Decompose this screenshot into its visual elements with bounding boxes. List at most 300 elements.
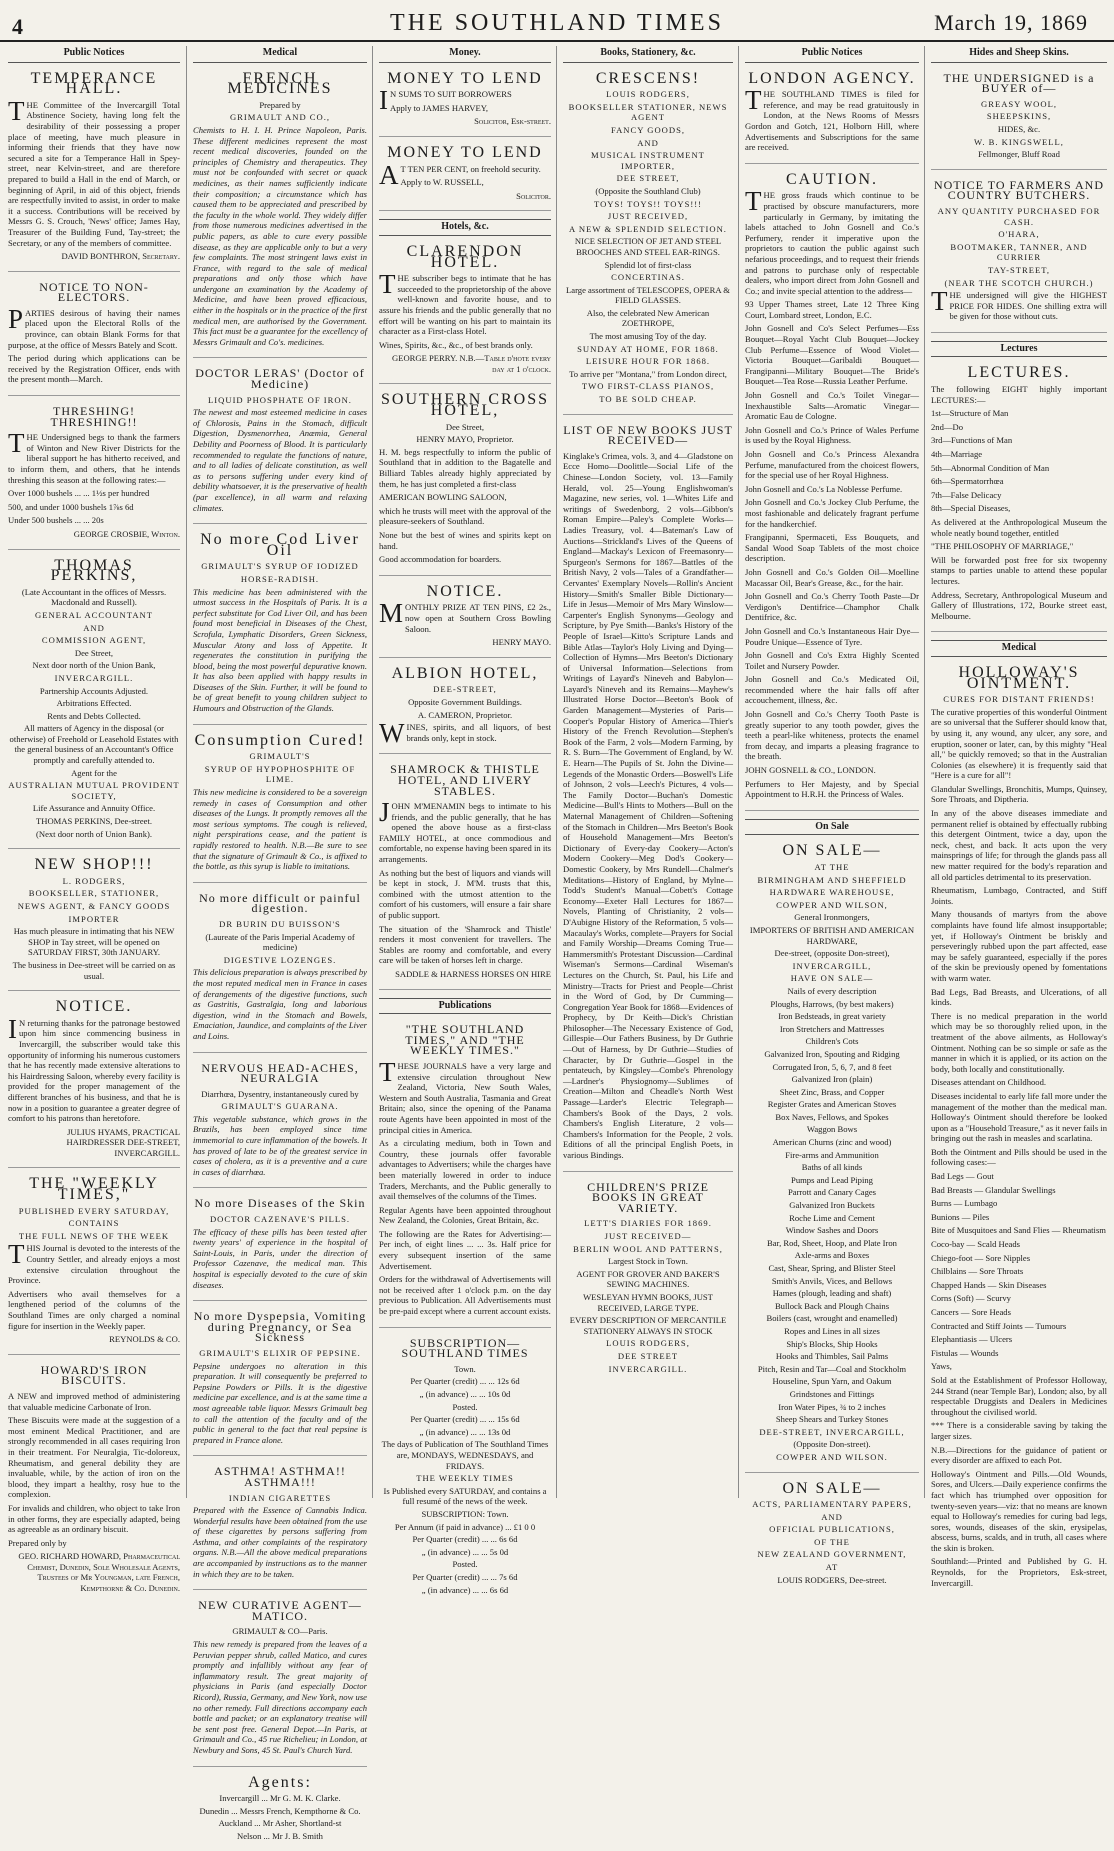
advertisement — [931, 175, 1107, 333]
ad-line: OF THE — [814, 1536, 850, 1547]
ad-heading: THE "WEEKLY TIMES," — [29, 1175, 159, 1204]
ad-heading: SHAMROCK & THISTLE HOTEL, AND LIVERY STABLES. — [390, 762, 540, 798]
ad-paragraph: This vegetable substance, which grows in the Brazils, has been employed since time immemorial to cure inflammation of the bowels. It has proved of late to be of the greatest service in cases of cholera, as it is a preventive and a cure in cases of diarrhœa. — [193, 1113, 367, 1177]
ad-paragraph: The following are the Rates for Advertising:— Per inch, of eight lines ... ... 3s. Half price for every subsequent insertion of the same Advertisement. — [379, 1228, 551, 1271]
ad-paragraph: JOHN M'MENAMIN begs to intimate to his friends, and the public generally, that he has opened the above house as a first-class FAMILY HOTEL, at once commodious and comfortable, no expense having been spared in its arrangements. — [379, 797, 551, 865]
advertisement — [745, 1478, 919, 1595]
ad-line: CONCERTINAS. — [611, 272, 685, 283]
column-header: Hides and Sheep Skins. — [931, 46, 1107, 63]
ad-line: BOOKSELLER STATIONER, NEWS AGENT — [568, 101, 728, 123]
ad-heading: ASTHMA! ASTHMA!! ASTHMA!!! — [214, 1464, 346, 1489]
ad-line: DEE-STREET, INVERCARGILL, — [759, 1426, 905, 1437]
ad-line: (NEAR THE SCOTCH CHURCH.) — [944, 277, 1094, 288]
ad-line: Register Grates and American Stoves — [767, 1099, 897, 1110]
ad-paragraph: THE gross frauds which continue to be practised by obscure manufacturers, more particularly in Germany, by imitating the labels attached to John Gosnell and Co.'s Perfumery, render it imperative upon the proprietors to caution the public against such nefarious proceedings, and to request their friends and patrons to purchase only of respectable dealers, who import direct from John Gosnell and Co.; and invite special attention to the address— — [745, 186, 919, 296]
ad-line: BIRMINGHAM AND SHEFFIELD — [757, 874, 907, 885]
section-heading: On Sale — [745, 819, 919, 836]
ad-paragraph: AT TEN PER CENT, on freehold security. — [379, 159, 541, 190]
ad-line: AUSTRALIAN MUTUAL PROVIDENT SOCIETY, — [8, 780, 180, 801]
ad-heading: MONEY TO LEND — [387, 143, 543, 161]
ad-heading: NEW SHOP!!! — [34, 856, 154, 874]
ad-line: Invercargill ... Mr G. M. K. Clarke. — [219, 1793, 341, 1804]
ad-line: Splendid lot of first-class — [604, 259, 692, 270]
ad-line: AT THE — [814, 862, 850, 872]
ad-paragraph: John Gosnell and Co.'s Cherry Tooth Paste is greatly superior to any tooth powder, gives the teeth a pearl-like whiteness, protects the enamel from decay, and imparts a pleasing fragrance to the breath. — [745, 709, 919, 762]
advertisement — [8, 1173, 180, 1354]
ad-paragraph: H. M. begs respectfully to inform the public of Southland that in addition to the Bagatelle and Billiard Tables already highly appreciated by them, he has just completed a first-class — [379, 446, 551, 489]
ad-line: Auckland ... Mr Asher, Shortland-st — [218, 1818, 342, 1829]
ad-paragraph: Bad Breasts — Glandular Swellings — [931, 1184, 1056, 1195]
ad-line: Per Quarter (credit) ... ... 7s 6d — [412, 1571, 518, 1582]
ad-paragraph: John Gosnell and Co.'s Instantaneous Hair Dye—Poudre Unique—Essence of Tyre. — [745, 625, 919, 647]
ad-signature: Solicitor. — [516, 190, 551, 201]
ad-paragraph: Diseases attendant on Childhood. — [931, 1077, 1047, 1088]
advertisement — [8, 555, 180, 850]
ad-line: CURES FOR DISTANT FRIENDS! — [943, 694, 1095, 705]
advertisement — [193, 1772, 367, 1851]
ad-line: A NEW & SPLENDID SELECTION. — [569, 223, 727, 234]
ad-signature: HENRY MAYO. — [492, 637, 551, 648]
section-heading: Publications — [379, 998, 551, 1015]
ad-heading: LONDON AGENCY. — [748, 69, 916, 87]
page-number: 4 — [12, 14, 23, 39]
ad-paragraph: John Gosnell and Co.'s Toilet Vinegar—Inexhaustible Salts—Aromatic Vinegar—Aromatic Eau de Cologne. — [745, 390, 919, 422]
ad-heading: THE UNDERSIGNED is a BUYER of— — [943, 70, 1095, 96]
ad-line: DEE STREET, — [616, 173, 680, 184]
advertisement — [931, 662, 1107, 1598]
ad-paragraph: This new remedy is prepared from the leaves of a Peruvian pepper shrub, called Matico, and cures promptly and infallibly without any fear of inflammatory result. The great majority of physicians in Paris (and especially Doctor Ricord), Russia, Germany, and New York, now use no other remedy. Full directions accompany each bottle and packet; or an explanatory treatise will be sent post free. General Depot.—In Paris, at Grimault and Co., 45 rue Richelieu; in London, at Newbury and Sons, 45 St. Paul's Church Yard. — [193, 1639, 367, 1755]
ad-line: Per Quarter (credit) ... ... 12s 6d — [410, 1376, 520, 1387]
ad-paragraph: There is no medical preparation in the world which may be so thoroughly relied upon, in the treatment of the above ailments, as Holloway's Ointment. Nothing can be so simple or safe as the manner in which it is applied, or its action on the body, both locally and constitutionally. — [931, 1010, 1107, 1074]
ad-paragraph: Prepared with the Essence of Cannabis Indica. Wonderful results have been obtained from the use of these cigarettes by persons suffering from Asthma, and other complaints of the respiratory organs. N.B.—All the above medical preparations are accompanied by instructions as to the manner in which they are to be taken. — [193, 1505, 367, 1579]
ad-paragraph: A NEW and improved method of administering that valuable medicine Carbonate of Iron. — [8, 1390, 180, 1412]
ad-line: Rents and Debts Collected. — [47, 710, 141, 721]
ad-line: Fire-arms and Ammunition — [785, 1149, 879, 1160]
ad-line: ACTS, PARLIAMENTARY PAPERS, — [752, 1499, 912, 1510]
ad-paragraph: John Gosnell and Co.'s Medicated Oil, recommended where the hair falls off after accouchement, illness, &c. — [745, 674, 919, 706]
ad-line: Parrott and Canary Cages — [787, 1187, 877, 1198]
ad-paragraph: In any of the above diseases immediate and permanent relief is obtained by effectually rubbing this detergent Ointment, twice a day, upon the neck, chest, and back. It acts upon the very mainsprings of life; for through the glands pass all new matter required for the body's reparation and all old particles detrimental to its preservation. — [931, 808, 1107, 882]
ad-paragraph: Perfumers to Her Majesty, and by Special Appointment to H.R.H. the Princess of Wales. — [745, 778, 919, 800]
ad-line: Town. — [454, 1363, 476, 1374]
ad-line: Galvanized Iron, Spouting and Ridging — [764, 1048, 900, 1059]
ad-line: Dee Street, — [445, 421, 485, 432]
ad-line: „ (in advance) ... ... 6s 6d — [421, 1584, 509, 1595]
ad-line: Partnership Accounts Adjusted. — [39, 685, 149, 696]
ad-heading: CLARENDON HOTEL. — [406, 242, 524, 271]
advertisement — [745, 169, 919, 811]
ad-line: Agent for the — [71, 767, 117, 778]
advertisement — [379, 1333, 551, 1604]
ad-paragraph: MONTHLY PRIZE AT TEN PINS, £2 2s., now open at Southern Cross Bowling Saloon. — [379, 598, 551, 634]
ad-line: AGENT FOR GROVER AND BAKER'S SEWING MACHINES. — [576, 1268, 720, 1290]
advertisement — [379, 663, 551, 755]
ad-line: American Churns (zinc and wood) — [772, 1137, 892, 1148]
advertisement — [379, 389, 551, 575]
ad-paragraph: THIS Journal is devoted to the interests of the Country Settler, and already enjoys a most extensive circulation throughout the Province. — [8, 1239, 180, 1286]
ad-paragraph: None but the best of wines and spirits kept on hand. — [379, 530, 551, 551]
ad-line: A. CAMERON, Proprietor. — [417, 709, 513, 720]
advertisement — [193, 888, 367, 1053]
ad-paragraph: John Gosnell and Co.'s Golden Oil—Moelline Macassar Oil, Bear's Grease, &c., for the hair. — [745, 566, 919, 588]
ad-line: DEE STREET — [617, 1350, 679, 1361]
ad-paragraph: 5th—Abnormal Condition of Man — [931, 462, 1050, 473]
ad-paragraph: THE SOUTHLAND TIMES is filed for reference, and may be read gratuitously in London, at the News Rooms of Messrs Gordon and Gotch, 121, Holborn Hill, where Advertisements and Subscriptions for the same are received. — [745, 85, 919, 153]
ad-heading: MONEY TO LEND — [387, 69, 543, 87]
ad-line: General Ironmongers, — [794, 912, 870, 923]
ad-paragraph: 93 Upper Thames street, Late 12 Three King Court, Lombard street, London, E.C. — [745, 299, 919, 320]
ad-line: GREASY WOOL, — [981, 98, 1057, 109]
ad-heading: LECTURES. — [967, 364, 1071, 382]
ad-paragraph: This medicine has been administered with the utmost success in the Hospitals of Paris. It is a perfect substitute for Cod Liver Oil, and has been found most beneficial in Diseases of the Chest, Scrofula, Lymphatic Disorders, Green Sickness, Muscular Atony and loss of Appetite. It regenerates the constitution in purifying the blood, being the most powerful depurative known. It has also been applied with happy results in Diseases of the Skin. Further, it will be found to be of great benefit to young children subject to Humours and Obstruction of the Glands. — [193, 586, 367, 714]
ad-line: DOCTOR CAZENAVE'S PILLS. — [209, 1214, 351, 1225]
column-hides-lectures-medical — [924, 46, 1113, 1588]
ad-paragraph: Many thousands of martyrs from the above complaints have found life almost insupportable; yet, if Holloway's Ointment be briskly and perseveringly rubbed upon the part affected, ease may be safely guaranteed, especially if the pores of the skin be previously opened by fomentations with warm water. — [931, 909, 1107, 983]
advertisement — [193, 68, 367, 359]
ad-paragraph: Southland:—Printed and Published by G. H. Reynolds, for the Proprietors, Esk-street, Invercargill. — [931, 1556, 1107, 1588]
ad-paragraph: Wines, Spirits, &c., &c., of best brands only. — [379, 339, 533, 350]
ad-heading: NOTICE. — [55, 998, 133, 1016]
ad-paragraph: WINES, spirits, and all liquors, of best brands only, kept in stock. — [379, 718, 551, 749]
ad-line: ANY QUANTITY PURCHASED FOR CASH. — [937, 205, 1101, 227]
ad-line: INVERCARGILL. — [54, 672, 134, 683]
ad-paragraph: Fistulas — Wounds — [931, 1347, 999, 1358]
ad-heading: Consumption Cured! — [194, 731, 366, 749]
advertisement — [563, 1177, 733, 1384]
ad-paragraph: Bad Legs, Bad Breasts, and Ulcerations, of all kinds. — [931, 986, 1107, 1008]
ad-line: THOMAS PERKINS, Dee-street. — [35, 816, 152, 827]
advertisement — [8, 68, 180, 272]
advertisement — [379, 142, 551, 211]
ad-line: Nails of every description — [787, 985, 877, 996]
ad-line: Next door north of the Union Bank, — [32, 660, 156, 671]
ad-paragraph: John Gosnell and Co's Select Perfumes—Ess Bouquet—Royal Yacht Club Bouquet—Jockey Club Perfume—Essence of Wood Violet—Victoria Bouquet—Garibaldi Bouquet—Frangipanni—Military Bouquet—The Bride's Bouquet—Tea Rose—Russia Leather Perfume. — [745, 323, 919, 387]
ad-heading: THRESHING! THRESHING!! — [50, 404, 138, 429]
ad-line: Posted. — [452, 1559, 478, 1570]
ad-line: Ropes and Lines in all sizes — [784, 1325, 880, 1336]
ad-paragraph: Will be forwarded post free for six twopenny stamps to parties unable to attend these popular lectures. — [931, 554, 1107, 586]
ad-heading: CHILDREN'S PRIZE BOOKS IN GREAT VARIETY. — [587, 1179, 709, 1215]
column-header: Public Notices — [8, 46, 180, 63]
ad-line: Dunedin ... Messrs French, Kempthorne & Co. — [199, 1805, 361, 1816]
ad-paragraph: which he trusts will meet with the approval of the pleasure-seekers of Southland. — [379, 505, 551, 527]
ad-line: BERLIN WOOL AND PATTERNS, — [573, 1243, 723, 1254]
ad-paragraph: This delicious preparation is always prescribed by the most reputed medical men in France in cases of derangements of the digestive functions, such as Gastritis, Gastralgia, long and laborious digestion, wind in the Stomach and Bowels, Emaciation, Jaundice, and complaints of the Liver and Loins. — [193, 967, 367, 1041]
ad-line: To arrive per "Montana," from London direct, — [569, 368, 727, 379]
ad-heading: NOTICE. — [426, 582, 504, 600]
advertisement — [8, 1360, 180, 1603]
ad-paragraph: For invalids and children, who object to take Iron in other forms, they are especially adapted, being as agreeable as an ordinary biscuit. — [8, 1502, 180, 1535]
ad-paragraph: As a circulating medium, both in Town and Country, these journals offer favorable advantages to Advertisers; while the charges have been materially lowered in order to induce Traders, Merchants, and the Public generally to avail themselves of the columns of the Times. — [379, 1138, 551, 1202]
ad-line: AND — [821, 1511, 843, 1522]
advertisement — [8, 277, 180, 396]
section-heading: Hotels, &c. — [379, 219, 551, 236]
masthead — [0, 0, 1114, 42]
ad-line: HENRY MAYO, Proprietor. — [416, 434, 514, 445]
advertisement — [193, 730, 367, 883]
ad-line: Houseline, Spun Yarn, and Oakum — [772, 1376, 892, 1387]
ad-heading: ON SALE— — [782, 842, 882, 860]
ad-line: FANCY GOODS, — [610, 124, 686, 135]
advertisement — [193, 1058, 367, 1189]
ad-paragraph: Contracted and Stiff Joints — Tumours — [931, 1320, 1067, 1331]
ad-line: PUBLISHED EVERY SATURDAY, — [18, 1205, 170, 1216]
ad-paragraph: 8th—Special Diseases, — [931, 503, 1011, 514]
ad-heading: NOTICE TO NON-ELECTORS. — [39, 279, 149, 305]
ad-paragraph: THE Undersigned begs to thank the farmers of Winton and New River Districts for the liberal support he has hitherto received, and to inform them, and others, that he intends threshing this season at the following rates:— — [8, 428, 180, 485]
ad-line: JUST RECEIVED— — [604, 1230, 692, 1241]
ad-line: NEW ZEALAND GOVERNMENT, — [757, 1549, 907, 1560]
ad-line: INVERCARGILL, — [792, 960, 872, 971]
ad-paragraph: THESE JOURNALS have a very large and extensive circulation throughout New Zealand, Victoria, New South Wales, Western and South Australia, Tasmania and Great Britain; also, since the opening of the Panama route Agents have been appointed in most of the principal cities in America. — [379, 1056, 551, 1135]
ad-paragraph: PARTIES desirous of having their names placed upon the Electoral Rolls of the province, can obtain Blank Forms for that purpose, at the office of Messrs Bately and Scott. — [8, 303, 180, 350]
ad-line: „ (in advance) ... ... 13s 0d — [419, 1426, 511, 1437]
ad-line: HARDWARE WAREHOUSE, — [769, 887, 895, 898]
ad-paragraph: John Gosnell and Co.'s Princess Alexandra Perfume, manufactured from the choicest flowers, for the special use of her Royal Highness. — [745, 449, 919, 481]
ad-line: SYRUP OF HYPOPHOSPHITE OF LIME. — [204, 763, 356, 785]
ad-line: AT — [825, 1562, 839, 1573]
ad-line: Nelson ... Mr J. B. Smith — [237, 1830, 323, 1841]
ad-line: INVERCARGILL. — [608, 1363, 688, 1374]
ad-line: MUSICAL INSTRUMENT IMPORTER, — [591, 150, 705, 171]
ad-paragraph: Holloway's Ointment and Pills.—Old Wounds, Sores, and Ulcers.—Daily experience confirms the fact which has triumphed over opposition for twenty-seven years—viz: that no means are known equal to Holloway's remedies for curing bad legs, sores, wounds, diseases of the skin, erysipelas, abscess, burns, scalds, and in truth, all cases where the skin is broken. — [931, 1468, 1107, 1553]
ad-paragraph: Bunions — Piles — [931, 1211, 990, 1222]
ad-line: LOUIS RODGERS, — [606, 1338, 690, 1349]
ad-heading: CRESCENS! — [595, 69, 701, 87]
ad-heading: NEW CURATIVE AGENT—MATICO. — [198, 1598, 362, 1623]
ad-line: Life Assurance and Annuity Office. — [32, 803, 156, 814]
ad-line: Galvanized Iron Buckets — [789, 1200, 875, 1211]
ad-paragraph: AMERICAN BOWLING SALOON, — [379, 492, 507, 503]
ad-paragraph: Pepsine undergoes no alteration in this preparation. It will consequently be preferred to Pepsine Powders or Pills. It is the digestive medicine par excellence, and is at the same time a most agreeable table liquor. Messrs Grimault beg to call the attention of the faculty and of the public in general to the fact that real pepsine is prepared in France alone. — [193, 1360, 367, 1445]
ad-heading: SUBSCRIPTION—SOUTHLAND TIMES — [401, 1335, 529, 1361]
ad-paragraph: Over 1000 bushels ... ... 1½s per hundred — [8, 488, 150, 499]
ad-paragraph: Prepared only by — [8, 1537, 67, 1548]
ad-paragraph: Chemists to H. I. H. Prince Napoleon, Paris. These different medicines represent the most recent medical discoveries, founded on the principles of Chemistry and therapeutics. They must not be confounded with secret or quack medicines, as their names sufficiently indicate their composition; a circumstance which has caused them to be appreciated and prescribed by the faculty in the whole world. They widely differ from those numerous medicines advertised in the public papers, as able to cure every possible disease, as they are applicable only to but a very few complaints. The most stringent laws exist in France, with regard to the sale of medical preparations and only those which have undergone an examination by the Academy of Medicine, and have been proved efficacious, either in the hospitals or in the practice of the first medical men, are authorised by the Government. This fact must be a guarantee for the excellency of Messrs Grimault and Co's. medicines. — [193, 124, 367, 347]
ad-paragraph: The following EIGHT highly important LECTURES:— — [931, 384, 1107, 405]
ad-line: Iron Water Pipes, ¾ to 2 inches — [778, 1401, 886, 1412]
ad-line: LOUIS RODGERS, Dee-street. — [777, 1574, 887, 1585]
ad-paragraph: John Gosnell and Co.'s Jockey Club Perfume, the most fashionable and delicately fragrant perfume for the handkerchief. — [745, 497, 919, 529]
ad-paragraph: John Gosnell and Co's Extra Highly Scented Toilet and Nursery Powder. — [745, 650, 919, 671]
ad-paragraph: Orders for the withdrawal of Advertisements will not be received after 1 o'clock p.m. on the day previous to Publication. All Advertisements must be pre-paid except where a current account exists. — [379, 1274, 551, 1317]
ad-paragraph: JOHN GOSNELL & CO., LONDON. — [745, 765, 876, 776]
ad-paragraph: "THE PHILOSOPHY OF MARRIAGE," — [931, 541, 1074, 552]
advertisement — [563, 68, 733, 415]
ad-line: COWPER AND WILSON. — [776, 1451, 888, 1462]
ad-line: GRIMAULT'S GUARANA. — [221, 1101, 339, 1112]
ad-paragraph: IN SUMS TO SUIT BORROWERS — [379, 85, 512, 116]
ad-line: Per Quarter (credit) ... ... 15s 6d — [410, 1414, 520, 1425]
ad-paragraph: The situation of the 'Shamrock and Thistle' renders it most convenient for travellers. The Stables are roomy and comfortable, and every care will be taken of horses left in charge. — [379, 923, 551, 966]
ad-heading: "THE SOUTHLAND TIMES," AND "THE WEEKLY TIMES." — [405, 1022, 525, 1058]
ad-line: Sheep Shears and Turkey Stones — [775, 1414, 889, 1425]
ad-line: SUBSCRIPTION: Town. — [421, 1508, 509, 1519]
ad-line: Waggon Bows — [806, 1124, 858, 1135]
ad-line: AND — [83, 622, 105, 633]
ad-line: AND — [637, 137, 659, 148]
ad-line: Sheet Zinc, Brass, and Copper — [779, 1086, 885, 1097]
ad-paragraph: THE subscriber begs to intimate that he has succeeded to the proprietorship of the above well-known and favorite house, and to assure his friends and the public generally that no effort will be wanting on his part to maintain its character as a First-class Hotel. — [379, 269, 551, 337]
ad-heading: CAUTION. — [786, 170, 878, 188]
ad-heading: THOMAS PERKINS, — [50, 556, 138, 585]
ad-signature: DAVID BONTHRON, Secretary. — [61, 251, 180, 262]
advertisement — [379, 1019, 551, 1327]
ad-paragraph: Good accommodation for boarders. — [379, 554, 502, 565]
ad-line: Iron Stretchers and Mattresses — [779, 1023, 885, 1034]
advertisement — [379, 581, 551, 658]
ad-paragraph: Glandular Swellings, Bronchitis, Mumps, Quinsey, Sore Throats, and Diptheria. — [931, 783, 1107, 805]
ad-line: TOYS! TOYS!! TOYS!!! — [593, 198, 702, 209]
ad-paragraph: Burns — Lumbago — [931, 1198, 998, 1209]
ad-heading: LIST OF NEW BOOKS JUST RECEIVED— — [563, 422, 733, 448]
ad-signature: REYNOLDS & CO. — [109, 1334, 180, 1345]
ad-paragraph: Chapped Hands — Skin Diseases — [931, 1279, 1047, 1290]
ad-paragraph: Frangipanni, Spermaceti, Ess Bouquets, and Sandal Wood Soap Tablets of the most choice description. — [745, 532, 919, 564]
ad-line: INDIAN CIGARETTES — [228, 1492, 332, 1503]
ad-line: EVERY DESCRIPTION OF MERCANTILE STATIONERY ALWAYS IN STOCK — [569, 1315, 727, 1336]
ad-line: THE WEEKLY TIMES — [416, 1473, 514, 1484]
ad-line: Axle-arms and Boxes — [794, 1250, 870, 1261]
ad-paragraph: John Gosnell and Co.'s Prince of Wales Perfume is used by the Royal Highness. — [745, 424, 919, 446]
ad-line: O'HARA, — [998, 229, 1040, 240]
ad-paragraph: THE undersigned will give the HIGHEST PRICE FOR HIDES. One shilling extra will be given for those without cuts. — [931, 286, 1107, 322]
ad-line: Boilers (cast, wrought and enamelled) — [766, 1313, 898, 1324]
column-money-hotels — [372, 46, 557, 1595]
ad-line: GRIMAULT'S SYRUP OF IODIZED — [201, 561, 359, 572]
ad-line: THE FULL NEWS OF THE WEEK — [18, 1230, 170, 1241]
advertisement — [8, 401, 180, 550]
ad-heading: No more Dyspepsia, Vomiting during Pregnancy, or Sea Sickness — [193, 1309, 367, 1345]
ad-line: Ship's Blocks, Ship Hooks — [786, 1338, 878, 1349]
ad-line: HIDES, &c. — [997, 123, 1041, 134]
column-public-notices — [2, 46, 186, 1594]
ad-line: BOOKSELLER, STATIONER, — [28, 888, 160, 899]
ad-line: Cast, Shear, Spring, and Blister Steel — [768, 1263, 896, 1273]
ad-line: GENERAL ACCOUNTANT — [35, 609, 153, 620]
column-header: Books, Stationery, &c. — [563, 46, 733, 63]
ad-line: (Late Accountant in the offices of Messrs. Macdonald and Russell). — [21, 586, 167, 608]
ad-line: Bullock Back and Plough Chains — [774, 1300, 890, 1311]
ad-line: NEWS AGENT, & FANCY GOODS — [17, 901, 171, 911]
ad-paragraph: Yaws, — [931, 1361, 952, 1372]
ad-paragraph: These Biscuits were made at the suggestion of a most eminent Medical Practitioner, and are strongly recommended in all cases requiring Iron in their treatment. For Neuralgia, Tic-doloreux, Rheumatism, and general debility they are invaluable, while, by the action of iron on the blood, they impart a healthy, rosy hue to the complexion. — [8, 1415, 180, 1500]
ad-line: Dee-street, (opposite Don-street), — [774, 948, 890, 959]
ad-signature: GEORGE CROSBIE, Winton. — [73, 528, 180, 539]
ad-paragraph: Chilblains — Sore Throats — [931, 1266, 1024, 1277]
ad-heading: No more Cod Liver Oil — [200, 531, 360, 559]
ad-paragraph: Diseases incidental to early life fall more under the management of the mother than the medical man. Holloway's Ointment should therefore be looked upon as a "Household Treasure," as it never fails in bringing out the rash in measles and scarlatina. — [931, 1090, 1107, 1144]
ad-line: LEISURE HOUR FOR 1868. — [585, 356, 711, 367]
ad-heading: ALBION HOTEL, — [391, 664, 539, 682]
ad-line: Pumps and Lead Piping — [791, 1174, 873, 1185]
ad-line: Arbitrations Effected. — [56, 698, 132, 709]
ad-line: Baths of all kinds — [801, 1162, 863, 1173]
ad-line: All matters of Agency in the disposal (or otherwise) of Freehold or Leasehold Estates with the general business of an Accountant's Office promptly and carefully attended to. — [9, 723, 179, 766]
advertisement — [193, 1461, 367, 1590]
ad-line: SUNDAY AT HOME, FOR 1868. — [577, 343, 719, 354]
ad-paragraph: 4th—Marriage — [931, 449, 983, 460]
ad-line: DEE-STREET, — [433, 684, 497, 695]
ad-line: GRIMAULT'S — [249, 751, 311, 762]
ad-line: Pitch, Resin and Tar—Coal and Stockholm — [757, 1363, 907, 1374]
ad-line: TAY-STREET, — [987, 264, 1051, 275]
ad-paragraph: 2nd—Do — [931, 421, 963, 432]
ad-heading: SOUTHERN CROSS HOTEL, — [380, 391, 550, 420]
ad-line: LOUIS RODGERS, — [606, 89, 690, 100]
ad-paragraph: 3rd—Functions of Man — [931, 435, 1013, 446]
ad-heading: No more difficult or painful digestion. — [199, 890, 361, 916]
ad-line: HORSE-RADISH. — [240, 573, 320, 584]
ad-line: LIQUID PHOSPHATE OF IRON. — [208, 394, 352, 405]
ad-line: Largest Stock in Town. — [608, 1256, 688, 1267]
advertisement — [8, 854, 180, 991]
ad-paragraph: John Gosnell and Co.'s Cherry Tooth Paste—Dr Verdigon's Dentifrice—Champhor Chalk Dentifrice, &c. — [745, 591, 919, 623]
ad-line: Is Published every SATURDAY, and contains a full resumé of the news of the week. — [383, 1485, 547, 1507]
advertisement — [931, 362, 1107, 632]
ad-line: Corrugated Iron, 5, 6, 7, and 8 feet — [772, 1061, 892, 1072]
advertisement — [193, 529, 367, 725]
ad-line: Galvanized Iron (plain) — [791, 1074, 873, 1085]
ad-paragraph: As delivered at the Anthropological Museum the whole neatly bound together, entitled — [931, 517, 1107, 538]
ad-line: CONTAINS — [68, 1218, 120, 1229]
ad-line: „ (in advance) ... ... 5s 0d — [421, 1546, 509, 1557]
advertisement — [379, 68, 551, 137]
ad-paragraph: Elephantiasis — Ulcers — [931, 1334, 1013, 1345]
ad-heading: DOCTOR LERAS' (Doctor of Medicine) — [195, 366, 365, 392]
ad-paragraph: Bite of Musquitoes and Sand Flies — Rheumatism — [931, 1225, 1106, 1236]
ad-heading: TEMPERANCE HALL. — [30, 69, 158, 98]
ad-paragraph: Both the Ointment and Pills should be used in the following cases:— — [931, 1146, 1107, 1168]
ad-heading: NERVOUS HEAD-ACHES, NEURALGIA — [201, 1060, 359, 1086]
ad-line: JUST RECEIVED, — [607, 211, 689, 222]
ad-line: Window Sashes and Doors — [785, 1225, 879, 1236]
ad-signature: GEORGE PERRY. N.B.—Table d'hote every day at 1 o'clock. — [392, 353, 551, 374]
ad-paragraph: John Gosnell and Co.'s La Noblesse Perfume. — [745, 483, 903, 494]
ad-line: GRIMAULT'S ELIXIR OF PEPSINE. — [199, 1347, 361, 1358]
ad-paragraph: The period during which applications can be received by the Registration Officer, ends with the present month—March. — [8, 353, 180, 385]
ad-line: GRIMAULT & CO—Paris. — [232, 1626, 328, 1637]
ad-line: Diarrhœa, Dysentry, instantaneously cured by — [201, 1088, 359, 1099]
advertisement — [563, 420, 733, 1172]
ad-paragraph: Apply to JAMES HARVEY, — [390, 102, 488, 113]
ad-line: Also, the celebrated New American ZOETHROPE, — [586, 307, 710, 329]
ad-line: (Opposite Don-street). — [793, 1439, 871, 1450]
ad-line: The most amusing Toy of the day. — [589, 331, 707, 342]
ad-paragraph: N.B.—Directions for the guidance of patient or every disorder are affixed to each Pot. — [931, 1444, 1107, 1466]
ad-line: Prepared by — [259, 99, 301, 110]
ad-signature: SADDLE & HARNESS HORSES ON HIRE — [395, 969, 551, 979]
ad-line: Per Quarter (credit) ... ... 6s 6d — [412, 1534, 518, 1545]
ad-paragraph: As nothing but the best of liquors and viands will be kept in stock, J. M'M. trusts that this, combined with the utmost attention to the comfort of his customers, will ensure a fair share of public support. — [379, 867, 551, 921]
ad-heading: No more Diseases of the Skin — [194, 1196, 366, 1211]
section-heading: Lectures — [931, 341, 1107, 358]
ad-line: L. RODGERS, — [62, 875, 126, 886]
column-header: Medical — [193, 46, 367, 63]
ad-line: DR BURIN DU BUISSON'S — [219, 918, 341, 929]
ad-line: IMPORTERS OF BRITISH AND AMERICAN HARDWARE, — [749, 924, 915, 946]
ad-line: Per Annum (if paid in advance) ... £1 0 0 — [394, 1521, 536, 1532]
ad-line: The business in Dee-street will be carried on as usual. — [12, 959, 176, 981]
advertisement — [193, 1595, 367, 1766]
ad-paragraph: Cancers — Sore Heads — [931, 1307, 1011, 1317]
ad-signature: Solicitor, Esk-street. — [474, 116, 551, 127]
advertisement — [931, 68, 1107, 170]
ad-paragraph: The efficacy of these pills has been tested after twenty years' of experience in the hospital of Saint-Louis, in Paris, under the direction of Professor Cazenave, the medical man. This hospital is especially devoted to the cure of skin diseases. — [193, 1226, 367, 1290]
ad-paragraph: The newest and most esteemed medicine in cases of Chlorosis, Pains in the Stomach, difficult Digestion, Dysmenorrhea, Anæmia, General Debility and Poorness of Blood. It is particularly recommended to regulate the functions of nature, and to all ladies of delicate constitution, as well as to persons suffering under every kind of debility whatsoever, it is the preservative of health (par excellence), in all warm and relaxing climates. — [193, 407, 367, 513]
advertisement — [193, 1306, 367, 1456]
ad-paragraph: Regular Agents have been appointed throughout New Zealand, the Colonies, Great Britain, &c. — [379, 1204, 551, 1226]
